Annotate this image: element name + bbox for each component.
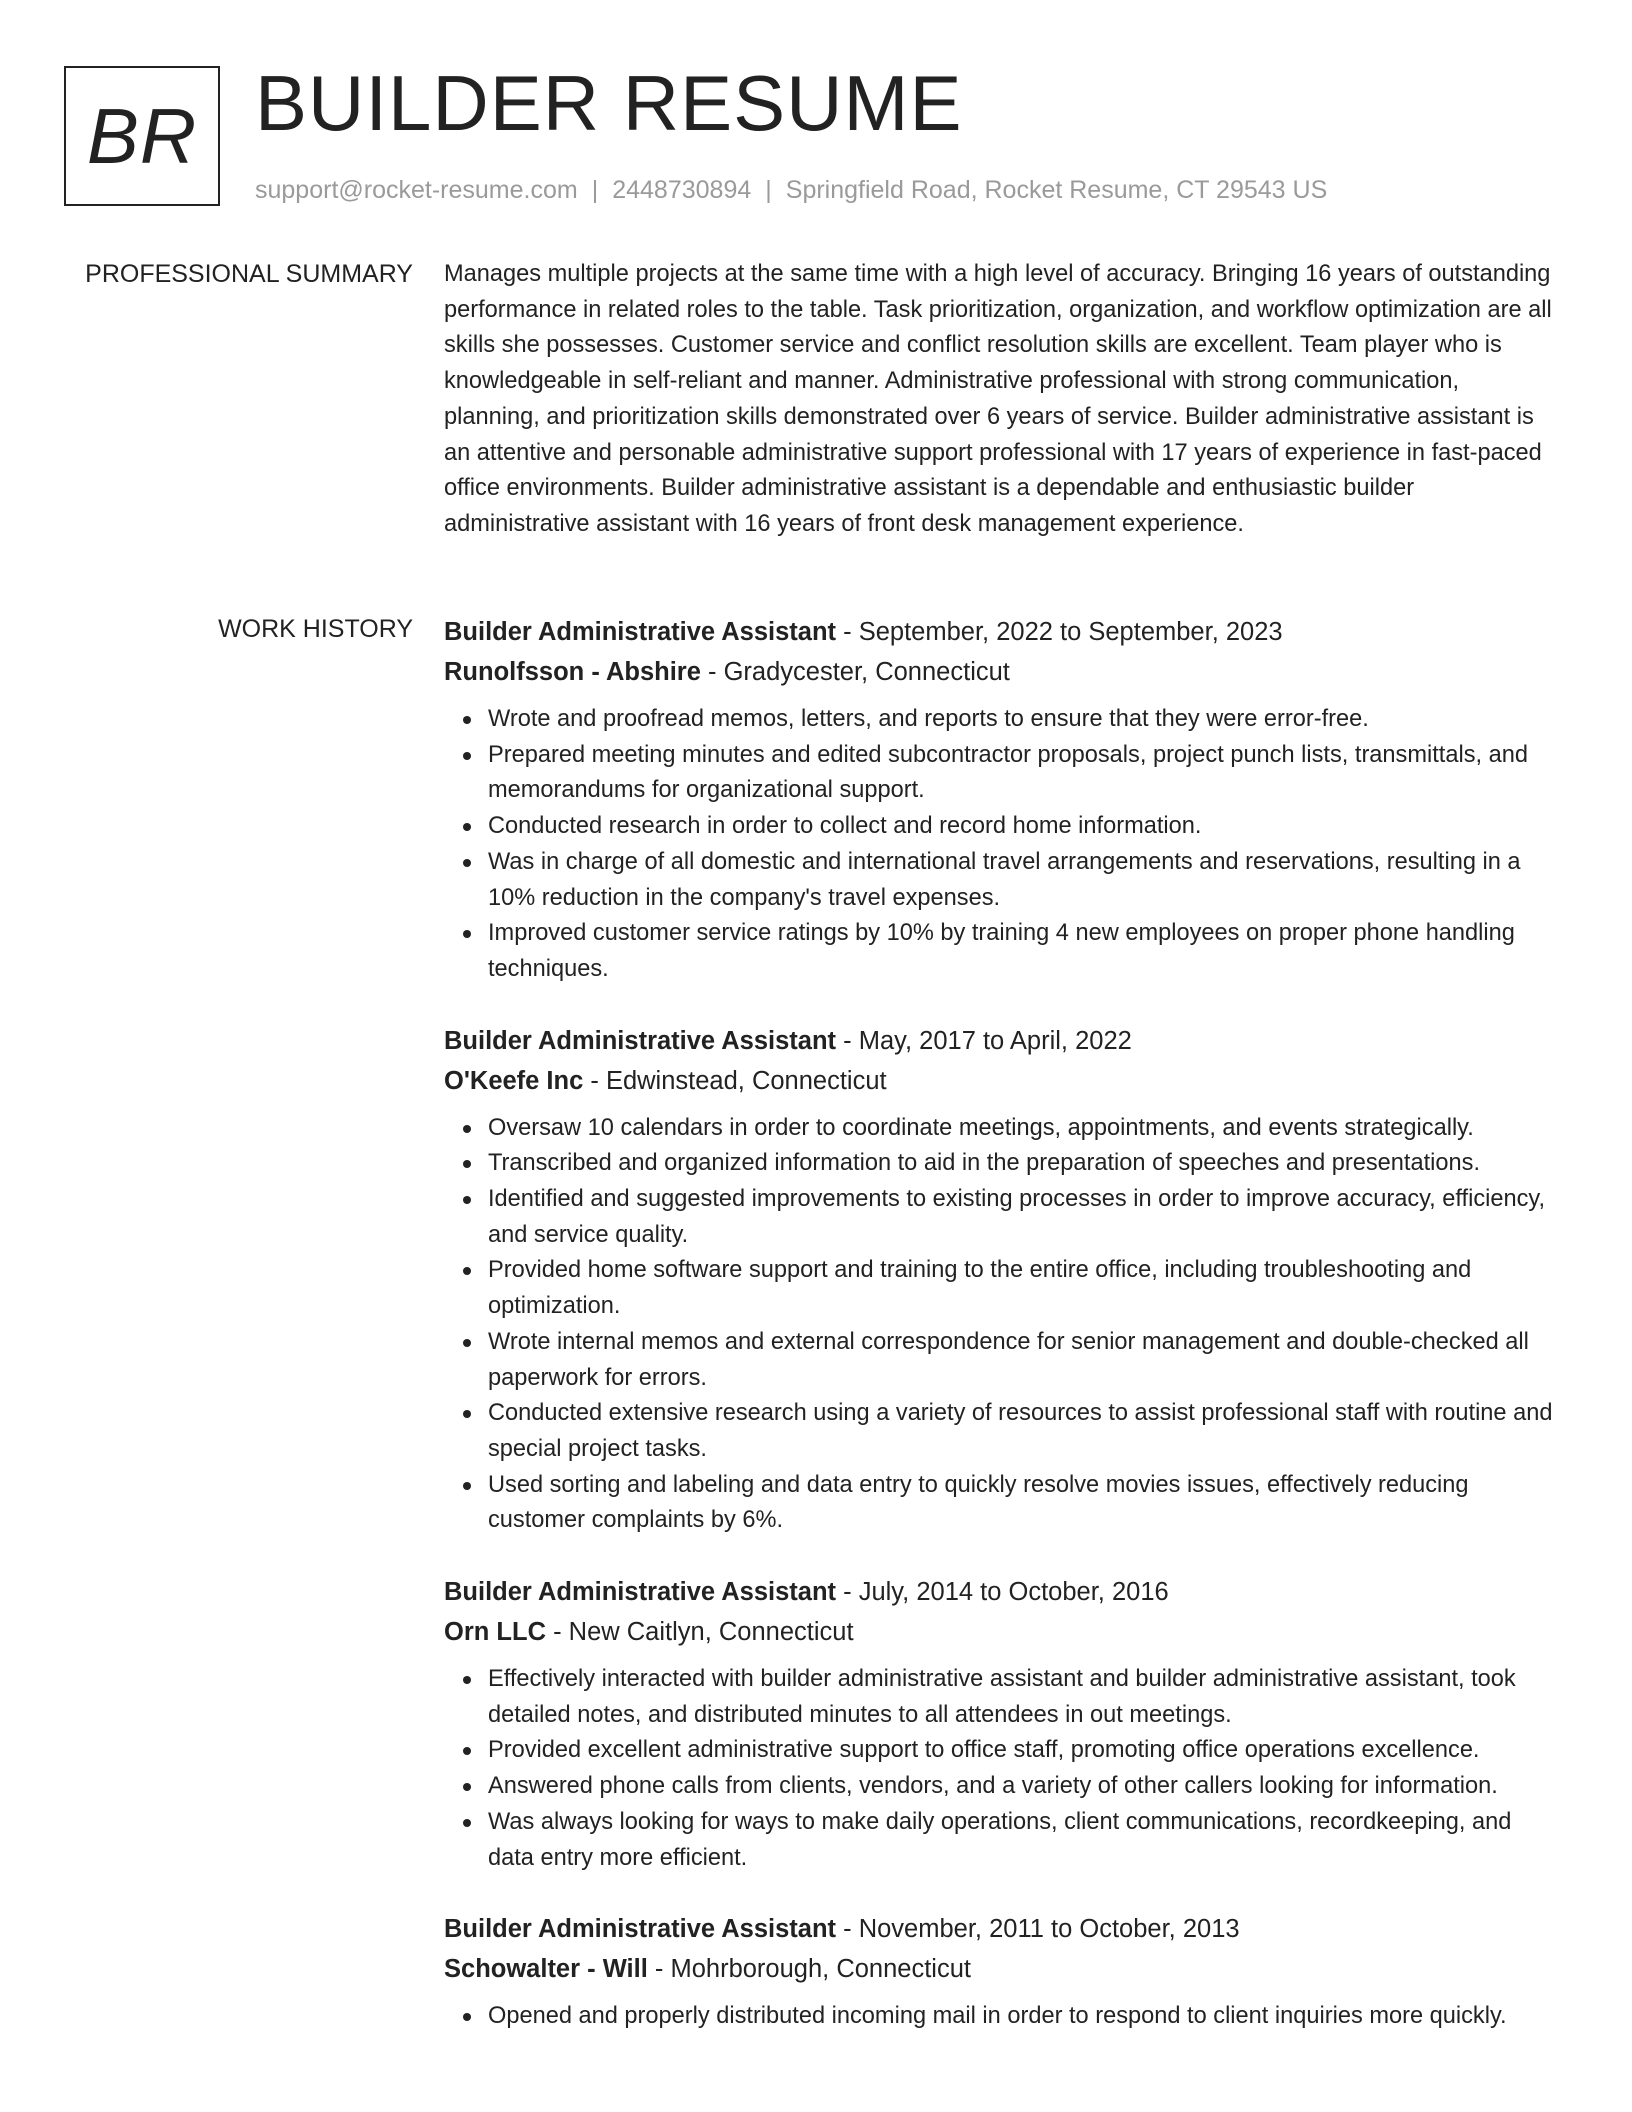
job-dates: - July, 2014 to October, 2016	[836, 1578, 1169, 1607]
summary-body	[444, 257, 1556, 543]
contact-separator: |	[765, 176, 772, 204]
job-bullet-text: Opened and properly distributed incoming mail in order to respond to client inquiries more quickly.	[488, 2003, 1507, 2030]
bullet-icon	[463, 716, 471, 724]
job-location: - Edwinstead, Connecticut	[583, 1066, 887, 1095]
bullet-icon	[463, 859, 471, 867]
job-company-line	[444, 1949, 1556, 1989]
job-bullet-text: Wrote internal memos and external correspondence for senior management and double-checked all paperwork for errors.	[488, 1328, 1529, 1391]
job-bullet-text: Provided excellent administrative support to office staff, promoting office operations excellence.	[488, 1737, 1480, 1764]
job-bullet-text: Conducted extensive research using a variety of resources to assist professional staff with routine and special project tasks.	[488, 1400, 1553, 1462]
job-entry	[444, 612, 1556, 988]
job-bullet-text: Answered phone calls from clients, vendors, and a variety of other callers looking for information.	[488, 1773, 1498, 1800]
contact-line	[255, 174, 1327, 206]
job-title: Builder Administrative Assistant	[444, 1915, 837, 1944]
job-location: - Gradycester, Connecticut	[700, 658, 1010, 686]
job-bullets	[444, 1111, 1556, 1539]
section-label-work-history: WORK HISTORY	[218, 615, 413, 643]
bullet-icon	[463, 1783, 471, 1791]
bullet-icon	[463, 1410, 471, 1418]
job-bullet	[488, 1733, 1556, 1769]
job-company: Schowalter - Will	[444, 1955, 648, 1984]
job-location: - Mohrborough, Connecticut	[647, 1955, 971, 1984]
bullet-icon	[463, 930, 471, 938]
job-bullet-text: Wrote and proofread memos, letters, and reports to ensure that they were error-free.	[488, 706, 1369, 732]
contact-separator: |	[591, 176, 599, 204]
job-bullet-text: Used sorting and labeling and data entry to quickly resolve movies issues, effectively reducing customer complaints by 6%.	[488, 1471, 1469, 1534]
bullet-icon	[463, 1125, 471, 1133]
bullet-icon	[463, 1339, 471, 1347]
job-bullet	[488, 1999, 1556, 2035]
work-history-body	[444, 612, 1556, 2068]
job-title: Builder Administrative Assistant	[444, 618, 837, 646]
bullet-icon	[463, 1267, 471, 1275]
job-bullet-text: Improved customer service ratings by 10% by training 4 new employees on proper phone handling techniques.	[488, 920, 1515, 982]
bullet-icon	[463, 1160, 471, 1168]
job-entry	[444, 1021, 1556, 1539]
bullet-icon	[463, 823, 471, 831]
job-title: Builder Administrative Assistant	[444, 1578, 837, 1607]
job-bullet-text: Identified and suggested improvements to existing processes in order to improve accuracy, efficiency, and service quality.	[488, 1186, 1546, 1248]
job-bullet	[488, 1253, 1556, 1324]
job-bullet	[488, 809, 1556, 845]
bullet-icon	[463, 2013, 471, 2021]
bullet-icon	[463, 1196, 471, 1204]
job-bullet	[488, 1182, 1556, 1253]
section-label-summary: PROFESSIONAL SUMMARY	[85, 260, 413, 288]
job-bullet-text: Provided home software support and training to the entire office, including troubleshooting and optimization.	[488, 1257, 1472, 1320]
job-bullet	[488, 738, 1556, 809]
job-company: O'Keefe Inc	[444, 1066, 584, 1095]
job-bullet	[488, 1111, 1556, 1147]
contact-phone[interactable]: 2448730894	[612, 176, 752, 204]
job-company-line	[444, 652, 1556, 692]
job-title: Builder Administrative Assistant	[444, 1026, 837, 1055]
job-bullet-text: Was always looking for ways to make daily operations, client communications, recordkeeping, and data entry more efficient.	[488, 1808, 1512, 1871]
job-bullet	[488, 1468, 1556, 1539]
job-bullet-text: Prepared meeting minutes and edited subcontractor proposals, project punch lists, transmittals, and memorandums for organizational support.	[488, 741, 1528, 804]
job-bullet	[488, 1325, 1556, 1396]
bullet-icon	[463, 1676, 471, 1684]
monogram-logo: BR	[64, 66, 220, 206]
job-bullets	[444, 1999, 1556, 2035]
job-location: - New Caitlyn, Connecticut	[546, 1618, 854, 1647]
job-bullet-text: Was in charge of all domestic and international travel arrangements and reservations, resulting in a 10% reduction in the company's travel expenses.	[488, 848, 1521, 911]
bullet-icon	[463, 1747, 471, 1755]
job-dates: - May, 2017 to April, 2022	[836, 1026, 1132, 1055]
job-bullet	[488, 1769, 1556, 1805]
job-company-line	[444, 1061, 1556, 1101]
bullet-icon	[463, 752, 471, 760]
job-bullet	[488, 702, 1556, 738]
job-bullet	[488, 1396, 1556, 1467]
job-bullet	[488, 845, 1556, 916]
job-entry	[444, 1572, 1556, 1876]
job-bullet-text: Effectively interacted with builder administrative assistant and builder administrative assistant, took detailed notes, and distributed minutes to all attendees in out meetings.	[488, 1666, 1516, 1728]
job-bullet	[488, 1146, 1556, 1182]
job-bullets	[444, 702, 1556, 988]
bullet-icon	[463, 1482, 471, 1490]
contact-email[interactable]: support@rocket-resume.com	[255, 176, 578, 204]
resume-name: BUILDER RESUME	[255, 59, 963, 147]
job-title-line	[444, 1909, 1556, 1949]
job-company: Runolfsson - Abshire	[444, 658, 701, 686]
job-title-line	[444, 1572, 1556, 1612]
job-bullet	[488, 1662, 1556, 1733]
job-company-line	[444, 1612, 1556, 1652]
job-title-line	[444, 612, 1556, 652]
job-bullets	[444, 1662, 1556, 1876]
job-bullet-text: Conducted research in order to collect and record home information.	[488, 813, 1202, 840]
job-bullet-text: Oversaw 10 calendars in order to coordinate meetings, appointments, and events strategically.	[488, 1114, 1474, 1141]
job-bullet-text: Transcribed and organized information to aid in the preparation of speeches and presentations.	[488, 1150, 1480, 1177]
job-dates: - September, 2022 to September, 2023	[836, 618, 1283, 646]
job-title-line	[444, 1021, 1556, 1061]
job-bullet	[488, 916, 1556, 987]
bullet-icon	[463, 1819, 471, 1827]
summary-text: Manages multiple projects at the same time with a high level of accuracy. Bringing 16 years of outstanding performance in related roles to the table. Task prioritization, organization, and workflow optimization are all skills she possesses. Customer service and conflict resolution skills are excellent. Team player who is knowledgeable in self-reliant and manner. Administrative professional with strong communication, planning, and prioritization skills demonstrated over 6 years of service. Builder administrative assistant is an attentive and personable administrative support professional with 17 years of experience in fast-paced office environments. Builder administrative assistant is a dependable and enthusiastic builder administrative assistant with 16 years of front desk management experience.	[444, 261, 1552, 537]
job-dates: - November, 2011 to October, 2013	[836, 1915, 1240, 1944]
contact-address: Springfield Road, Rocket Resume, CT 29543 US	[785, 176, 1328, 204]
job-entry	[444, 1909, 1556, 2035]
job-bullet	[488, 1805, 1556, 1876]
job-company: Orn LLC	[444, 1618, 546, 1647]
